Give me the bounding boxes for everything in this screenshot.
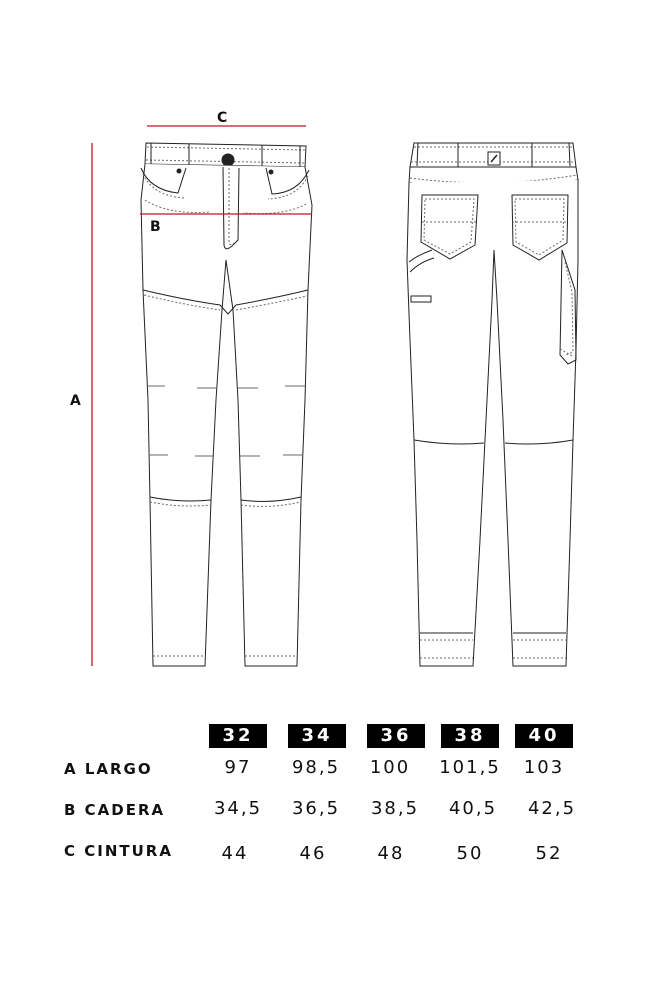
- front-leg-outline: [141, 164, 312, 666]
- row-name: LARGO: [84, 760, 153, 778]
- row-code: B: [64, 801, 78, 819]
- back-view: [407, 143, 578, 666]
- table-cell: 42,5: [527, 798, 577, 819]
- row-label-cintura: [64, 842, 173, 860]
- size-header: 38: [441, 724, 499, 748]
- rivet-left-icon: [177, 169, 181, 173]
- rivet-right-icon: [269, 170, 273, 174]
- table-cell: 97: [224, 757, 252, 778]
- table-cell: 52: [535, 843, 563, 864]
- table-cell: 100: [369, 757, 411, 778]
- dimension-label-c: C: [217, 110, 229, 126]
- table-cell: 34,5: [213, 798, 263, 819]
- row-name: CINTURA: [84, 842, 173, 860]
- table-cell: 38,5: [370, 798, 420, 819]
- size-header: 34: [288, 724, 346, 748]
- size-header: 40: [515, 724, 573, 748]
- front-view: [141, 143, 312, 666]
- row-label-largo: [64, 760, 153, 778]
- button-icon: [222, 154, 234, 166]
- table-cell: 44: [221, 843, 249, 864]
- size-header: 36: [367, 724, 425, 748]
- row-label-cadera: [64, 801, 165, 819]
- row-name: CADERA: [84, 801, 166, 819]
- table-cell: 46: [299, 843, 327, 864]
- table-cell: 36,5: [291, 798, 341, 819]
- table-cell: 98,5: [291, 757, 341, 778]
- table-cell: 101,5: [439, 757, 501, 778]
- row-code: A: [64, 760, 78, 778]
- dimension-label-b: B: [150, 219, 162, 235]
- size-header: 32: [209, 724, 267, 748]
- table-cell: 48: [377, 843, 405, 864]
- table-cell: 40,5: [448, 798, 498, 819]
- dimension-label-a: A: [70, 393, 82, 409]
- size-table: [0, 718, 667, 888]
- hammer-loop: [411, 296, 431, 302]
- row-code: C: [64, 842, 78, 860]
- table-cell: 50: [456, 843, 484, 864]
- back-leg-outline: [407, 180, 578, 666]
- table-cell: 103: [523, 757, 565, 778]
